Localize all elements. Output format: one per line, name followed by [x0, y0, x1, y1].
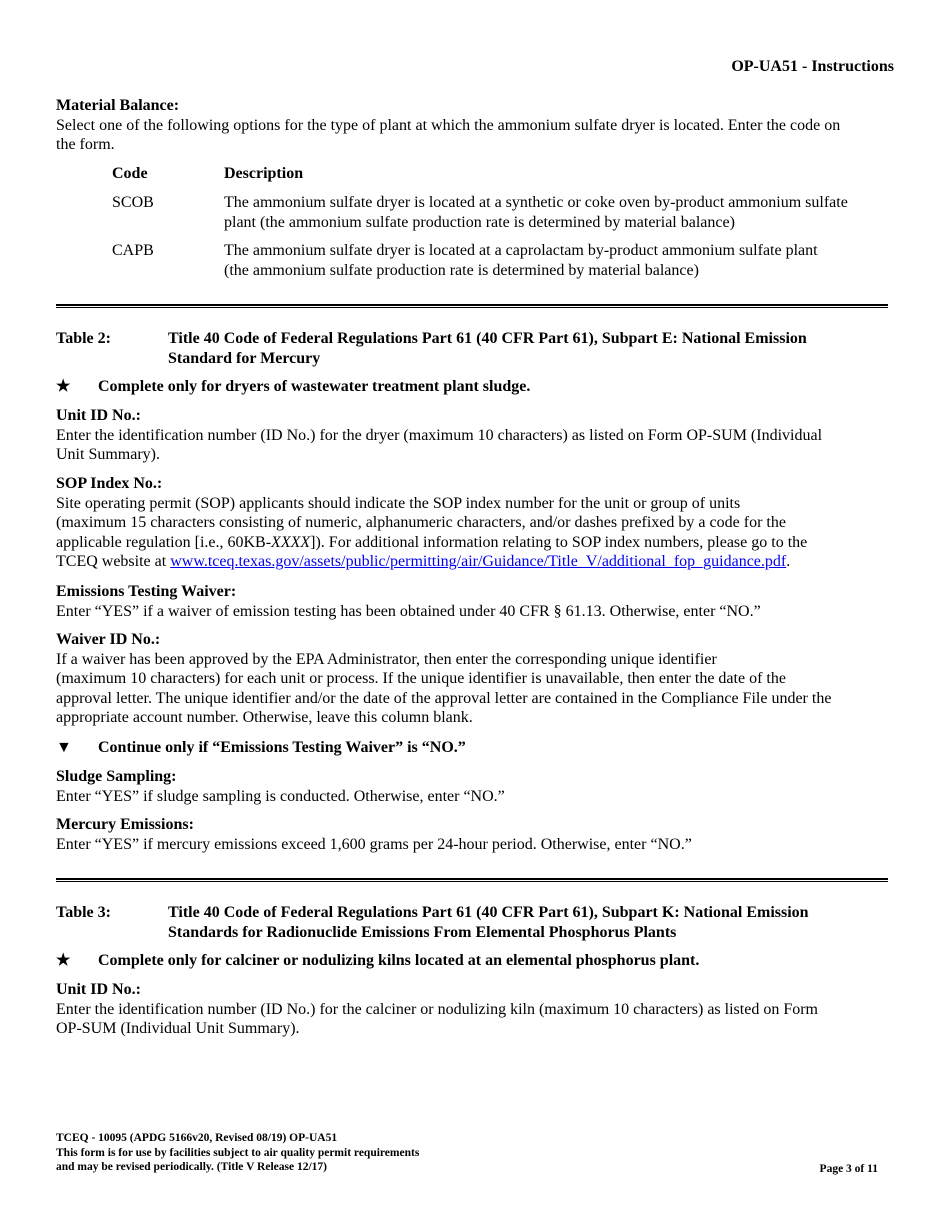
mercury-emissions-label: Mercury Emissions: [56, 816, 194, 833]
description-line: plant (the ammonium sulfate production rate is determined by material balance) [224, 213, 735, 231]
description-cell [224, 193, 894, 232]
code-cell: SCOB [112, 194, 154, 211]
sop-index-label: SOP Index No.: [56, 475, 163, 492]
unit-id-section [56, 406, 894, 465]
description-line: (the ammonium sulfate production rate is determined by material balance) [224, 261, 699, 279]
section-divider [56, 304, 888, 308]
table3-unit-id-text-line2: OP-SUM (Individual Unit Summary). [56, 1020, 300, 1037]
unit-id-label: Unit ID No.: [56, 407, 141, 424]
star-icon: ★ [56, 952, 71, 969]
waiver-text-line3: approval letter. The unique identifier and/or the date of the approval letter are contained in the Compliance File under the [56, 689, 832, 707]
guidance-link[interactable]: www.tceq.texas.gov/assets/public/permitting/air/Guidance/Title_V/additional_fop_guidance.pdf [170, 553, 787, 570]
sop-text-line4 [56, 552, 894, 572]
table3-unit-id-text-line1: Enter the identification number (ID No.) for the calciner or nodulizing kiln (maximum 10 characters) as listed on Form [56, 1000, 818, 1018]
sludge-sampling-label: Sludge Sampling: [56, 768, 177, 785]
footer-notice-line1: This form is for use by facilities subject to air quality permit requirements [56, 1146, 420, 1159]
emissions-testing-waiver-label: Emissions Testing Waiver: [56, 583, 237, 600]
table3-unit-id-section [56, 980, 894, 1039]
mercury-emissions-section [56, 815, 894, 854]
page-number: Page 3 of 11 [819, 1163, 878, 1175]
description-column-header: Description [224, 165, 304, 182]
code-column-header: Code [112, 165, 148, 182]
waiver-id-label: Waiver ID No.: [56, 631, 161, 648]
table3-title [168, 903, 894, 942]
table3-title-line1: Title 40 Code of Federal Regulations Part 61 (40 CFR Part 61), Subpart K: National Emission [168, 904, 809, 921]
material-balance-section [56, 96, 894, 155]
waiver-text-line1: If a waiver has been approved by the EPA Administrator, then enter the corresponding unique identifier [56, 650, 717, 668]
unit-id-text-line2: Unit Summary). [56, 446, 160, 463]
table2-title-line1: Title 40 Code of Federal Regulations Part 61 (40 CFR Part 61), Subpart E: National Emission [168, 330, 807, 347]
sop-text-part: ]). For additional information relating to SOP index numbers, please go to the [310, 533, 808, 551]
material-balance-intro-line1: Select one of the following options for the type of plant at which the ammonium sulfate dryer is located. Enter the code on [56, 116, 841, 134]
table3-number: Table 3: [56, 904, 111, 921]
sludge-sampling-section [56, 767, 894, 806]
star-icon: ★ [56, 378, 71, 395]
unit-id-text-line1: Enter the identification number (ID No.) for the dryer (maximum 10 characters) as listed on Form OP-SUM (Individual [56, 426, 823, 444]
waiver-id-section [56, 630, 894, 728]
code-cell: CAPB [112, 242, 154, 259]
material-balance-intro-line2: the form. [56, 136, 115, 153]
sludge-sampling-text: Enter “YES” if sludge sampling is conducted. Otherwise, enter “NO.” [56, 787, 505, 805]
page-footer [56, 1131, 516, 1175]
table2-note-text: Complete only for dryers of wastewater treatment plant sludge. [98, 378, 531, 395]
footer-notice-line2: and may be revised periodically. (Title V Release 12/17) [56, 1161, 327, 1173]
sop-text-line3 [56, 533, 894, 553]
sop-index-section [56, 474, 894, 572]
waiver-text-line2: (maximum 10 characters) for each unit or process. If the unique identifier is unavailable, then enter the date of the [56, 670, 786, 687]
continue-note-text: Continue only if “Emissions Testing Waiver” is “NO.” [98, 739, 466, 756]
table2-title-line2: Standard for Mercury [168, 349, 321, 367]
table2-title [168, 329, 894, 368]
sop-text-part: . [786, 553, 791, 570]
table3-title-line2: Standards for Radionuclide Emissions From Elemental Phosphorus Plants [168, 923, 677, 941]
sop-text-italic: XXXX [271, 533, 311, 551]
description-line: The ammonium sulfate dryer is located at a caprolactam by-product ammonium sulfate plant [224, 242, 818, 259]
sop-text-line1: Site operating permit (SOP) applicants should indicate the SOP index number for the unit or group of units [56, 494, 741, 512]
description-line: The ammonium sulfate dryer is located at a synthetic or coke oven by-product ammonium sulfate [224, 194, 848, 211]
section-divider [56, 878, 888, 882]
sop-text-part: TCEQ website at [56, 553, 171, 570]
sop-text-part: applicable regulation [i.e., 60KB- [56, 533, 272, 551]
triangle-down-icon: ▼ [56, 739, 72, 756]
table2-number: Table 2: [56, 330, 111, 347]
mercury-emissions-text: Enter “YES” if mercury emissions exceed 1,600 grams per 24-hour period. Otherwise, enter “NO.” [56, 835, 692, 853]
table3-unit-id-label: Unit ID No.: [56, 981, 141, 998]
waiver-text-line4: appropriate account number. Otherwise, leave this column blank. [56, 709, 473, 726]
sop-text-line2: (maximum 15 characters consisting of numeric, alphanumeric characters, and/or dashes prefixed by a code for the [56, 514, 786, 531]
emissions-testing-waiver-text: Enter “YES” if a waiver of emission testing has been obtained under 40 CFR § 61.13. Otherwise, enter “NO.” [56, 602, 761, 620]
table3-note-text: Complete only for calciner or nodulizing kilns located at an elemental phosphorus plant. [98, 952, 700, 969]
page-header-title: OP-UA51 - Instructions [731, 58, 894, 75]
description-cell [224, 241, 894, 280]
material-balance-label: Material Balance: [56, 97, 180, 114]
footer-form-id: TCEQ - 10095 (APDG 5166v20, Revised 08/19) OP-UA51 [56, 1132, 338, 1144]
emissions-testing-waiver-section [56, 582, 894, 621]
